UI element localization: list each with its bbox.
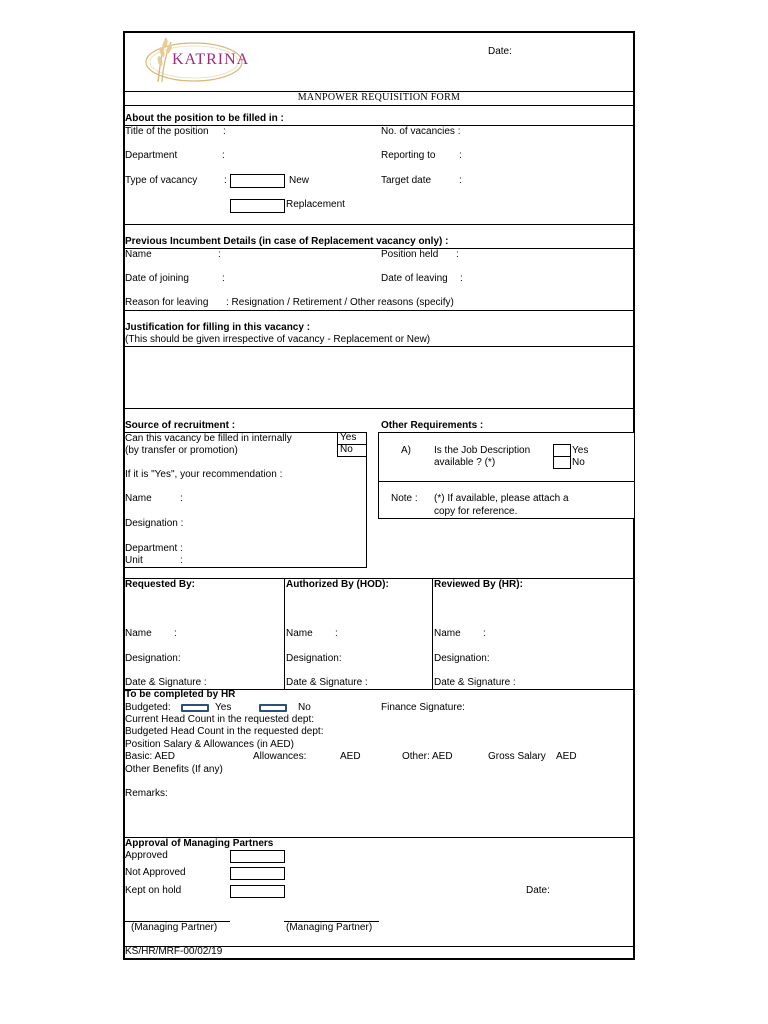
requested-name-label: Name [125, 628, 152, 639]
colon: : [483, 628, 486, 639]
internal-question-line2: (by transfer or promotion) [125, 445, 238, 456]
replacement-vacancy-checkbox[interactable] [230, 199, 285, 213]
kept-on-hold-checkbox[interactable] [230, 885, 285, 898]
allowances-aed-label: AED [340, 751, 361, 762]
reviewed-by-heading: Reviewed By (HR): [434, 579, 523, 590]
reviewed-name-label: Name [434, 628, 461, 639]
note-line2: copy for reference. [434, 506, 518, 517]
authorized-name-label: Name [286, 628, 313, 639]
source-heading: Source of recruitment : [125, 420, 236, 431]
previous-name-label: Name [125, 249, 152, 260]
colon: : [335, 628, 338, 639]
authorized-date-signature-label: Date & Signature : [286, 677, 368, 688]
colon: : [180, 493, 183, 504]
budgeted-no-label: No [298, 702, 311, 713]
recommend-unit-label: Unit [125, 555, 143, 566]
position-heading: About the position to be filled in : [125, 113, 284, 124]
finance-signature-label: Finance Signature: [381, 702, 465, 713]
budgeted-no-checkbox[interactable] [259, 704, 287, 712]
reason-for-leaving-label: Reason for leaving [125, 297, 209, 308]
approval-date-label: Date: [526, 885, 550, 896]
previous-incumbent-heading: Previous Incumbent Details (in case of Replacement vacancy only) : [125, 236, 449, 247]
recommend-designation-label: Designation : [125, 518, 184, 529]
approval-heading: Approval of Managing Partners [125, 838, 274, 849]
budgeted-yes-checkbox[interactable] [181, 704, 209, 712]
reason-options: : Resignation / Retirement / Other reasons (specify) [226, 297, 454, 308]
basic-salary-label: Basic: AED [125, 751, 176, 762]
managing-partner-2-label: (Managing Partner) [286, 922, 373, 933]
position-salary-label: Position Salary & Allowances (in AED) [125, 739, 294, 750]
jd-no-checkbox[interactable] [553, 456, 571, 469]
replacement-label: Replacement [286, 199, 345, 210]
jd-yes-label: Yes [572, 445, 589, 456]
job-description-line1: Is the Job Description [434, 445, 531, 456]
authorized-designation-label: Designation: [286, 653, 342, 664]
colon: : [223, 126, 226, 137]
department-label: Department [125, 150, 178, 161]
managing-partner-1-label: (Managing Partner) [131, 922, 218, 933]
type-of-vacancy-label: Type of vacancy [125, 175, 198, 186]
colon: : [222, 150, 225, 161]
position-held-label: Position held [381, 249, 439, 260]
allowances-label: Allowances: [253, 751, 307, 762]
date-of-leaving-label: Date of leaving [381, 273, 448, 284]
colon: : [222, 273, 225, 284]
not-approved-label: Not Approved [125, 867, 186, 878]
recommend-department-label: Department : [125, 543, 183, 554]
colon: : [224, 175, 227, 186]
justification-heading: Justification for filling in this vacancy : [125, 322, 311, 333]
recommend-name-label: Name [125, 493, 152, 504]
approved-label: Approved [125, 850, 168, 861]
remarks-label: Remarks: [125, 788, 168, 799]
form-code: KS/HR/MRF-00/02/19 [125, 946, 223, 957]
colon: : [456, 249, 459, 260]
date-of-joining-label: Date of joining [125, 273, 189, 284]
internal-yes-label: Yes [340, 432, 357, 443]
requested-date-signature-label: Date & Signature : [125, 677, 207, 688]
gross-salary-label: Gross Salary [488, 751, 546, 762]
requested-by-heading: Requested By: [125, 579, 196, 590]
authorized-by-heading: Authorized By (HOD): [286, 579, 389, 590]
other-requirements-heading: Other Requirements : [381, 420, 484, 431]
colon: : [459, 150, 462, 161]
reviewed-date-signature-label: Date & Signature : [434, 677, 516, 688]
internal-question-line1: Can this vacancy be filled in internally [125, 433, 292, 444]
form-title: MANPOWER REQUISITION FORM [297, 92, 461, 103]
reporting-to-label: Reporting to [381, 150, 436, 161]
other-aed-label: Other: AED [402, 751, 453, 762]
date-label: Date: [488, 46, 512, 57]
recommendation-label: If it is "Yes", your recommendation : [125, 469, 283, 480]
requested-designation-label: Designation: [125, 653, 181, 664]
justification-note: (This should be given irrespective of vacancy - Replacement or New) [125, 334, 431, 345]
new-label: New [289, 175, 310, 186]
budgeted-yes-label: Yes [215, 702, 232, 713]
no-of-vacancies-label: No. of vacancies : [381, 126, 461, 137]
kept-on-hold-label: Kept on hold [125, 885, 182, 896]
logo-text: KATRINA [172, 51, 250, 68]
budgeted-head-count-label: Budgeted Head Count in the requested dept: [125, 726, 324, 737]
reviewed-designation-label: Designation: [434, 653, 490, 664]
jd-no-label: No [572, 457, 585, 468]
job-description-line2: available ? (*) [434, 457, 496, 468]
note-line1: (*) If available, please attach a [434, 493, 569, 504]
current-head-count-label: Current Head Count in the requested dept: [125, 714, 315, 725]
new-vacancy-checkbox[interactable] [230, 174, 285, 188]
target-date-label: Target date [381, 175, 432, 186]
colon: : [180, 555, 183, 566]
colon: : [174, 628, 177, 639]
approved-checkbox[interactable] [230, 850, 285, 863]
gross-aed-label: AED [556, 751, 577, 762]
hr-heading: To be completed by HR [125, 689, 236, 700]
not-approved-checkbox[interactable] [230, 867, 285, 880]
colon: : [459, 175, 462, 186]
colon: : [218, 249, 221, 260]
note-label: Note : [391, 493, 418, 504]
budgeted-label: Budgeted: [125, 702, 171, 713]
internal-no-label: No [340, 444, 353, 455]
other-benefits-label: Other Benefits (If any) [125, 764, 223, 775]
item-a-label: A) [401, 445, 411, 456]
colon: : [460, 273, 463, 284]
title-of-position-label: Title of the position [125, 126, 209, 137]
